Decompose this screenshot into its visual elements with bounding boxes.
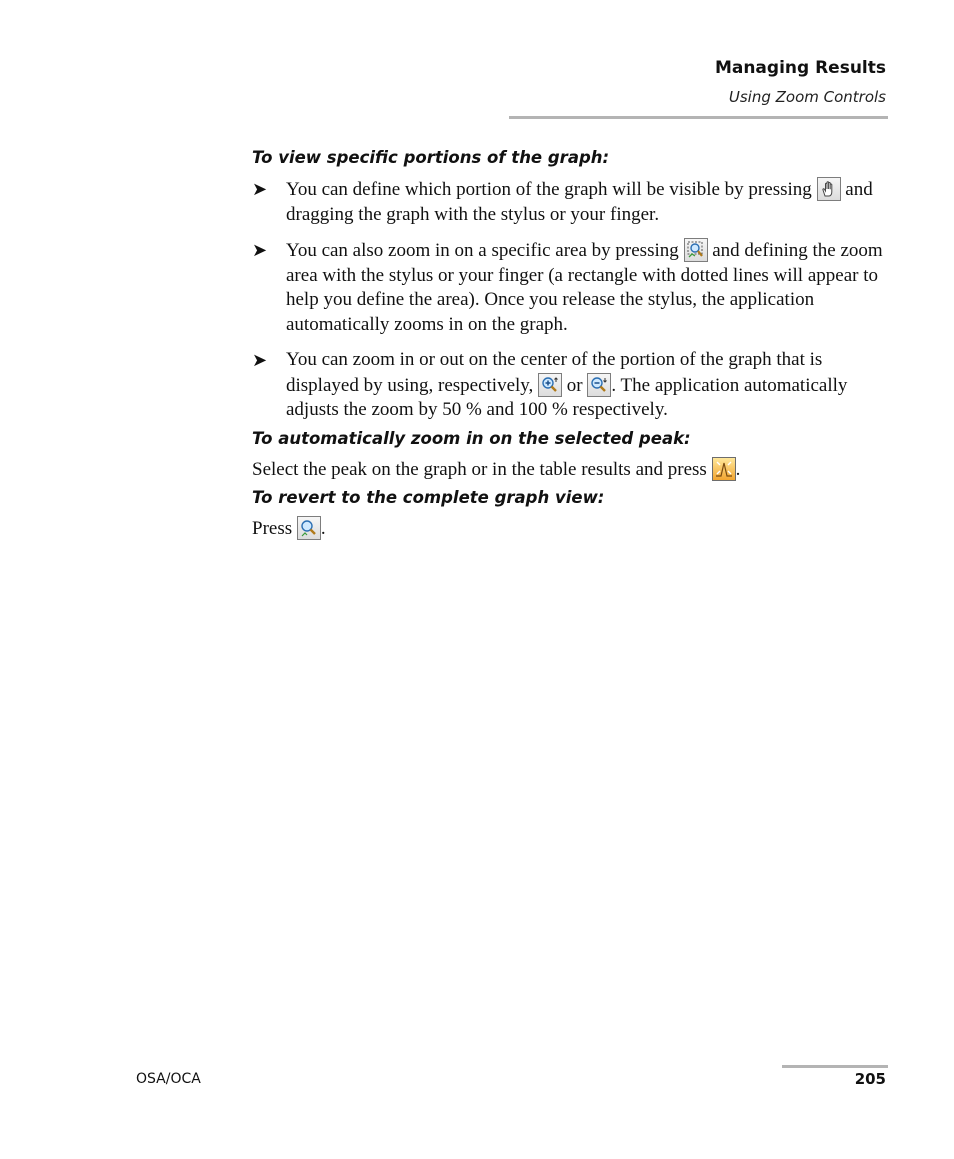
header-title: Managing Results (714, 58, 886, 78)
procedure-title-revert: To revert to the complete graph view: (252, 488, 605, 507)
footer-product: OSA/OCA (136, 1071, 201, 1087)
paragraph-revert: Press . (252, 518, 326, 539)
procedure-title-view: To view specific portions of the graph: (252, 148, 610, 167)
bullet-arrow-icon: ➤ (252, 350, 268, 370)
list-item: ➤ You can also zoom in on a specific area by pressing and defining the zoom area with the stylus or your finger (a rectangle with dotted lines will appear to help you define the area). Once you release the stylus, the application automatically zooms in on the graph. (252, 240, 883, 335)
zoom-out-icon (587, 373, 611, 397)
footer-rule (782, 1065, 888, 1068)
zoom-in-icon (538, 373, 562, 397)
page-number: 205 (854, 1070, 886, 1088)
list-item: ➤ You can define which portion of the graph will be visible by pressing and dragging the graph with the stylus or your finger. (252, 179, 873, 225)
procedure-title-peak: To automatically zoom in on the selected peak: (252, 428, 691, 448)
header-subtitle: Using Zoom Controls (728, 88, 886, 106)
header-rule (509, 116, 888, 119)
list-item: ➤ You can zoom in or out on the center of the portion of the graph that is displayed by using, respectively, or . The application automatically adjusts the zoom by 50 % and 100 % respectively. (252, 349, 848, 420)
page-content (252, 146, 892, 542)
pan-hand-icon (817, 177, 841, 201)
zoom-peak-icon (712, 457, 736, 481)
bullet-arrow-icon: ➤ (252, 179, 268, 199)
bullet-arrow-icon: ➤ (252, 240, 268, 260)
full-view-icon (297, 516, 321, 540)
paragraph-peak: Select the peak on the graph or in the table results and press . (252, 458, 741, 480)
zoom-area-icon (684, 238, 708, 262)
